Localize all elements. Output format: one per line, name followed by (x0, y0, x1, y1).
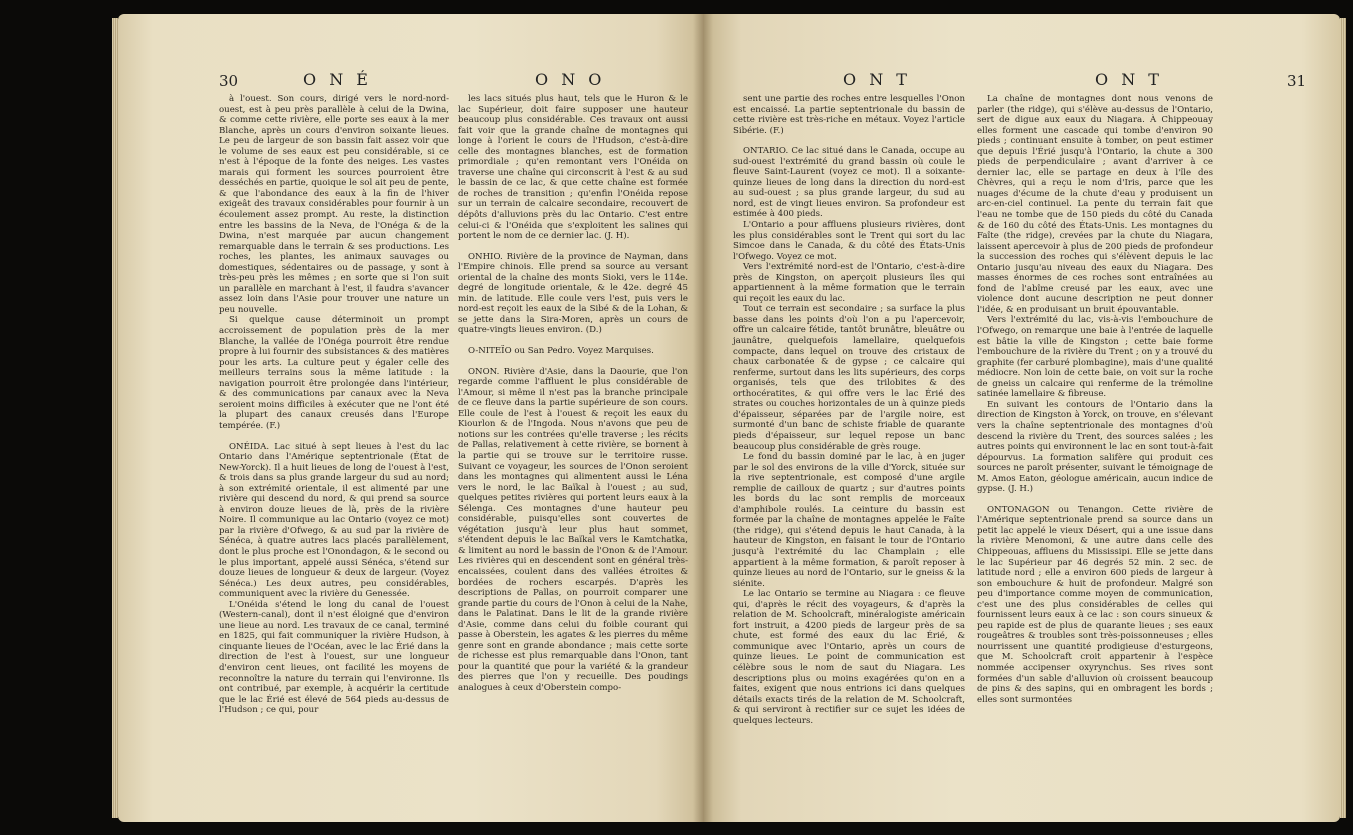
left-page-column-1 (219, 94, 449, 716)
paragraph: L'Ontario a pour affluens plusieurs rivières, dont les plus considérables sont le Trent qui sort du lac Simcoe dans le Canada, & du côté des États-Unis l'Ofwego. Voyez ce mot. (733, 220, 965, 262)
paragraph: L'Onéida s'étend le long du canal de l'ouest (Western-canal), dont il n'est éloigné que d'environ une lieue au nord. Les travaux de ce canal, terminé en 1825, qui fait communiquer la rivière Hudson, à cinquante lieues de l'Océan, avec le lac Érié dans la direction de l'est à l'ouest, sur une longueur d'environ cent lieues, ont facilité les moyens de reconnoître la nature du terrain qui l'environne. Ils ont contribué, par exemple, à acquérir la certitude que le lac Érié est élevé de 564 pieds au-dessus de l'Hudson ; ce qui, pour (219, 599, 449, 716)
paragraph: à l'ouest. Son cours, dirigé vers le nord-nord-ouest, est à peu près parallèle à celui de la Dwina, & comme cette rivière, elle porte ses eaux à la mer Blanche, après un cours d'environ soixante lieues. Le peu de largeur de son bassin fait assez voir que le volume de ses eaux est peu considérable, si ce n'est à l'époque de la fonte des neiges. Les vastes marais qui forment les sources pourroient être desséchés en partie, quoique le sol ait peu de pente, & que l'abondance des eaux à la fin de l'hiver exigeât des travaux considérables pour fournir à un écoulement assez prompt. Au reste, la distinction entre les bassins de la Neva, de l'Onéga & de la Dwina, n'est marquée par aucun changement remarquable dans le terrain & ses productions. Les roches, les plantes, les animaux sauvages ou domestiques, sédentaires ou de passage, y sont à très-peu près les mêmes ; en sorte que si l'on suit un parallèle en marchant à l'est, il faudra s'avancer assez loin dans l'Asie pour trouver une nature un peu nouvelle. (219, 94, 449, 315)
running-head-left-col2: O N O (535, 70, 606, 89)
running-head-right-col1: O N T (843, 70, 911, 89)
right-page (703, 14, 1340, 822)
paragraph: O-NITEÏO ou San Pedro. Voyez Marquises. (468, 346, 654, 357)
paragraph: Vers l'extrémité nord-est de l'Ontario, c'est-à-dire près de Kingston, on aperçoit plusieurs îles qui appartiennent à la même formation que le terrain qui reçoit les eaux du lac. (733, 262, 965, 304)
page-number-left: 30 (219, 72, 239, 90)
right-page-edges (1340, 18, 1346, 818)
paragraph: Le lac Ontario se termine au Niagara : ce fleuve qui, d'après le récit des voyageurs, & d'après la relation de M. Schoolcraft, minéralogiste américain fort instruit, a 4200 pieds de largeur près de sa chute, est formé des eaux du lac Érié, & communique avec l'Ontario, après un cours de quinze lieues. Le point de communication est célèbre sous le nom de saut du Niagara. Les descriptions plus ou moins exagérées qu'on en a faites, exigent que nous entrions ici dans quelques détails exacts tirés de la relation de M. Schoolcraft, & qui serviront à rectifier sur ce sujet les idées de quelques lecteurs. (733, 589, 965, 726)
paragraph: ONÉIDA. Lac situé à sept lieues à l'est du lac Ontario dans l'Amérique septentrionale (État de New-Yorck). Il a huit lieues de long de l'ouest à l'est, & trois dans sa plus grande largeur du sud au nord; à son extrémité orientale, il est alimenté par une rivière qui descend du nord, & qui prend sa source à environ douze lieues de là, près de la rivière Noire. Il communique au lac Ontario (voyez ce mot) par la rivière d'Ofwego, & au sud par la rivière de Sénéca, à quatre autres lacs placés parallèlement, dont le plus proche est l'Onondagon, & le second ou le plus important, appelé aussi Sénéca, s'étend sur douze lieues de longueur & deux de largeur. (Voyez Sénéca.) Les deux autres, peu considérables, communiquent avec la rivière du Genessée. (219, 441, 449, 600)
paragraph: Le fond du bassin dominé par le lac, à en juger par le sol des environs de la ville d'Yorck, située sur la rive septentrionale, est composé d'une argile remplie de cailloux de quartz ; sur d'autres points les bords du lac sont remplis de morceaux d'amphibole roulés. La ceinture du bassin est formée par la chaîne de montagnes appelée le Faîte (the ridge), qui s'étend depuis le haut Canada, à la hauteur de Kingston, en faisant le tour de l'Ontario jusqu'à l'extrémité du lac Champlain ; elle appartient à la même formation, & paroît reposer à quinze lieues au nord de l'Ontario, sur le gneiss & la siénite. (733, 452, 965, 589)
paragraph: ONON. Rivière d'Asie, dans la Daourie, que l'on regarde comme l'affluent le plus considérable de l'Amour, si même il n'est pas la branche principale de ce fleuve dans la partie supérieure de son cours. Elle coule de l'est à l'ouest & reçoit les eaux du Kiourlon & de l'Ingoda. Nous n'avons que peu de notions sur les contrées qu'elle traverse ; les récits de Pallas, relativement à cette rivière, se bornent à la partie qui se trouve sur le territoire russe. Suivant ce voyageur, les sources de l'Onon seroient dans les montagnes qui alimentent aussi le Léna vers le nord, le lac Baïkal à l'ouest ; au sud, quelques petites rivières qui portent leurs eaux à la Sélenga. Ces montagnes d'une hauteur peu considérable, puisqu'elles sont couvertes de végétation jusqu'à leur plus haut sommet, s'étendent depuis le lac Baïkal vers le Kamtchatka, & limitent au nord le bassin de l'Onon & de l'Amour. Les rivières qui en descendent sont en général très-encaissées, coulent dans des vallées étroites & bordées de rochers escarpés. D'après les descriptions de Pallas, on pourroit comparer une grande partie du cours de l'Onon à celui de la Nahe, dans le Palatinat. Dans le lit de la grande rivière d'Asie, comme dans celui du foible courant qui passe à Oberstein, les agates & les pierres du même genre sont en grande abondance ; mais cette sorte de richesse est plus remarquable dans l'Onon, tant pour la quantité que pour la variété & la grandeur des pierres que l'on y recueille. Des poudings analogues à ceux d'Oberstein compo- (458, 366, 688, 693)
right-page-column-2 (977, 94, 1213, 705)
paragraph: sent une partie des roches entre lesquelles l'Onon est encaissé. La partie septentrionale du bassin de cette rivière est très-riche en métaux. Voyez l'article Sibérie. (F.) (733, 94, 965, 136)
paragraph: Si quelque cause déterminoit un prompt accroissement de population près de la mer Blanche, la vallée de l'Onéga pourroit être rendue propre à lui fournir des subsistances & des matières pour les arts. La culture peut y égaler celle des meilleurs terrains sous la même latitude : la navigation pourroit être prolongée dans l'intérieur, & des communications par canaux avec la Neva seroient moins difficiles à exécuter que ne l'ont été la plupart des canaux creusés dans l'Europe tempérée. (F.) (219, 315, 449, 431)
page-number-right: 31 (1287, 72, 1307, 90)
book-gutter (693, 14, 713, 822)
paragraph: ONTONAGON ou Tenangon. Cette rivière de l'Amérique septentrionale prend sa source dans un petit lac appelé le vieux Désert, qui a une issue dans la rivière Menomoni, & une autre dans celle des Chippeouas, affluens du Mississipi. Elle se jette dans le lac Supérieur par 46 degrés 52 min. 2 sec. de latitude nord ; elle a environ 600 pieds de largeur à son embouchure & huit de profondeur. Malgré son peu d'importance comme moyen de communication, c'est une des plus considérables de celles qui fournissent leurs eaux à ce lac : son cours sinueux & peu rapide est de plus de quarante lieues ; ses eaux rougeâtres & troubles sont très-poissonneuses ; elles nourrissent une quantité prodigieuse d'esturgeons, que M. Schoolcraft croit appartenir à l'espèce nommée accipenser oxyrynchus. Ses rives sont formées d'un sable d'alluvion où croissent beaucoup de pins & des sapins, qui en ombragent les bords ; elles sont surmontées (977, 504, 1213, 705)
left-page (118, 14, 703, 822)
right-page-column-1 (733, 94, 965, 726)
paragraph: En suivant les contours de l'Ontario dans la direction de Kingston à Yorck, on trouve, en s'élevant vers la chaîne septentrionale des montagnes d'où descend la rivière du Trent, des sources salées ; les autres points qui environnent le lac en sont tout-à-fait dépourvus. La formation salifère qui produit ces sources ne paroît présenter, suivant le témoignage de M. Amos Eaton, géologue américain, aucun indice de gypse. (J. H.) (977, 399, 1213, 495)
paragraph: Tout ce terrain est secondaire ; sa surface la plus basse dans les points d'où l'on a pu l'apercevoir, offre un calcaire fétide, tantôt brunâtre, bleuâtre ou jaunâtre, quelquefois lamellaire, quelquefois compacte, dans lequel on trouve des cristaux de chaux carbonatée & de gypse ; ce calcaire qui renferme, surtout dans les lits supérieurs, des corps organisés, tels que des trilobites & des orthocératites, & qui offre vers le lac Érié des strates ou couches horizontales de un à quinze pieds d'épaisseur, séparées par de l'argile noire, est surmonté d'un banc de schiste friable de quarante pieds d'épaisseur, sur lequel repose un banc beaucoup plus considérable de grès rouge. (733, 304, 965, 452)
open-book (118, 14, 1340, 822)
running-head-left-col1: O N É (303, 70, 372, 89)
paragraph: Vers l'extrémité du lac, vis-à-vis l'embouchure de l'Ofwego, on remarque une baie à l'entrée de laquelle est bâtie la ville de Kingston ; cette baie forme l'embouchure de la rivière du Trent ; on y a trouvé du graphite (fer carburé plombagine), mais d'une qualité médiocre. Non loin de cette baie, on voit sur la roche de gneiss un calcaire qui renferme de la trémoline satinée lamellaire & fibreuse. (977, 315, 1213, 400)
paragraph: les lacs situés plus haut, tels que le Huron & le lac Supérieur, doit faire supposer une hauteur beaucoup plus considérable. Ces travaux ont aussi fait voir que la grande chaîne de montagnes qui longe à l'orient le cours de l'Hudson, c'est-à-dire celle des montagnes blanches, est de formation primordiale ; qu'en remontant vers l'Onéida on traverse une chaîne qui circonscrit à l'est & au sud le bassin de ce lac, & que cette chaîne est formée de roches de transition ; qu'enfin l'Onéida repose sur un terrain de calcaire secondaire, recouvert de dépôts d'alluvions près du lac Ontario. C'est entre celui-ci & l'Onéida que s'exploitent les salines qui portent le nom de ce dernier lac. (J. H). (458, 94, 688, 242)
left-page-column-2 (458, 94, 688, 694)
paragraph: La chaîne de montagnes dont nous venons de parler (the ridge), qui s'élève au-dessus de l'Ontario, sert de digue aux eaux du Niagara. À Chippeouay elles forment une cascade qui tombe d'environ 90 pieds ; continuant ensuite à tomber, on peut estimer que depuis l'Érié jusqu'à l'Ontario, la chute a 300 pieds de perpendiculaire ; avant d'arriver à ce dernier lac, elle se partage en deux à l'île des Chèvres, qui a reçu le nom d'Iris, parce que les nuages d'écume de la chute d'eau y produisent un arc-en-ciel continuel. La pente du terrain fait que l'eau ne tombe que de 150 pieds du côté du Canada & de 160 du côté des États-Unis. Les montagnes du Faîte (the ridge), crevées par la chute du Niagara, laissent apercevoir à plus de 200 pieds de profondeur la succession des roches qui s'élèvent depuis le lac Ontario jusqu'au niveau des eaux du Niagara. Des masses énormes de ces roches sont entraînées au fond de l'abîme creusé par les eaux, avec une violence dont aucune description ne peut donner l'idée, & en produisant un bruit épouvantable. (977, 94, 1213, 315)
running-head-right-col2: O N T (1095, 70, 1163, 89)
paragraph: ONHIO. Rivière de la province de Nayman, dans l'Empire chinois. Elle prend sa source au versant oriental de la chaîne des monts Sioki, vers le 114e. degré de longitude orientale, & le 42e. degré 45 min. de latitude. Elle coule vers l'est, puis vers le nord-est reçoit les eaux de la Sibé & de la Lohan, & se jette dans la Sira-Moren, après un cours de quatre-vingts lieues environ. (D.) (458, 251, 688, 336)
paragraph: ONTARIO. Ce lac situé dans le Canada, occupe au sud-ouest l'extrémité du grand bassin où coule le fleuve Saint-Laurent (voyez ce mot). Il a soixante-quinze lieues de long dans la direction du nord-est au sud-ouest ; sa plus grande largeur, du sud au nord, est de vingt lieues environ. Sa profondeur est estimée à 400 pieds. (733, 146, 965, 220)
